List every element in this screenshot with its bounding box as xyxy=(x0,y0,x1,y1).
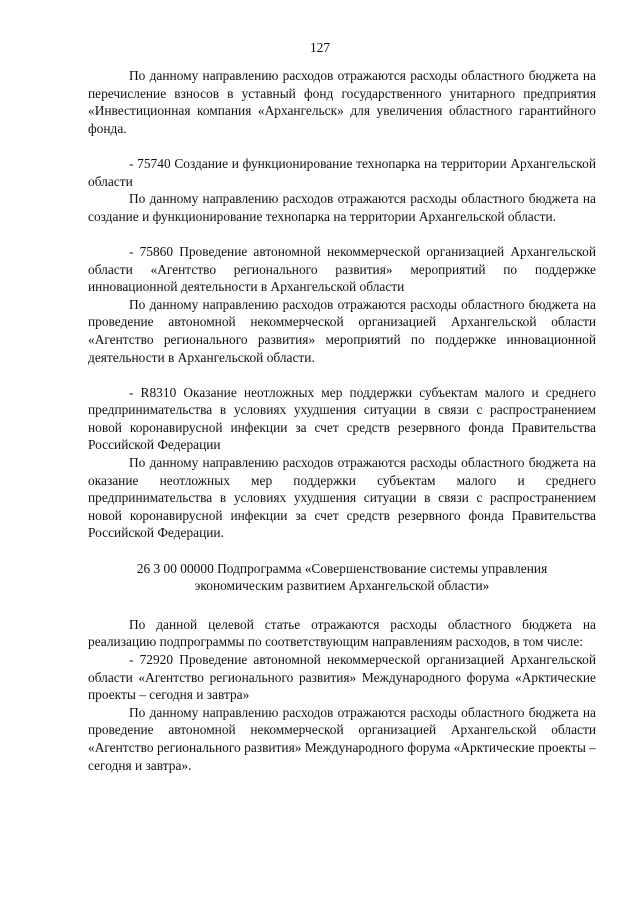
subprogram-heading: 26 3 00 00000 Подпрограмма «Совершенствование системы управления экономическим развитием Архангельской области» xyxy=(136,560,548,594)
subprogram-intro: По данной целевой статье отражаются расходы областного бюджета на реализацию подпрограммы по соответствующим направлениям расходов, в том числе: xyxy=(88,616,596,650)
item-75860-title: - 75860 Проведение автономной некоммерческой организацией Архангельской области «Агентство регионального развития» мероприятий по поддержке инновационной деятельности в Архангельской области xyxy=(88,243,596,295)
item-r8310-title: - R8310 Оказание неотложных мер поддержки субъектам малого и среднего предпринимательства в условиях ухудшения ситуации в связи с распространением новой коронавирусной инфекции за счет средств резервного фонда Правительства Российской Федерации xyxy=(88,384,596,453)
item-75860-description: По данному направлению расходов отражаются расходы областного бюджета на проведение автономной некоммерческой организацией Архангельской области «Агентство регионального развития» мероприятий по поддержке инновационной деятельности в Архангельской области. xyxy=(88,296,596,365)
page-number: 127 xyxy=(309,40,331,55)
item-75740-title: - 75740 Создание и функционирование технопарка на территории Архангельской области xyxy=(88,155,596,189)
item-75740-description: По данному направлению расходов отражаются расходы областного бюджета на создание и функционирование технопарка на территории Архангельской области. xyxy=(88,191,596,224)
item-72920-title: - 72920 Проведение автономной некоммерческой организацией Архангельской области «Агентство регионального развития» Международного форума «Арктические проекты – сегодня и завтра» xyxy=(88,652,596,703)
item-72920-description: По данному направлению расходов отражаются расходы областного бюджета на проведение автономной некоммерческой организацией Архангельской области «Агентство регионального развития» Международного форума «Арктические проекты – сегодня и завтра». xyxy=(88,704,596,773)
document-body xyxy=(88,67,596,774)
paragraph-guarantee-fund: По данному направлению расходов отражаются расходы областного бюджета на перечисление взносов в уставный фонд государственного унитарного предприятия «Инвестиционная компания «Архангельск» для увеличения областного гарантийного фонда. xyxy=(88,68,596,136)
item-r8310-description: По данному направлению расходов отражаются расходы областного бюджета на оказание неотложных мер поддержки субъектам малого и среднего предпринимательства в условиях ухудшения ситуации в связи с распространением новой коронавирусной инфекции за счет средств резервного фонда Правительства Российской Федерации. xyxy=(88,455,596,541)
